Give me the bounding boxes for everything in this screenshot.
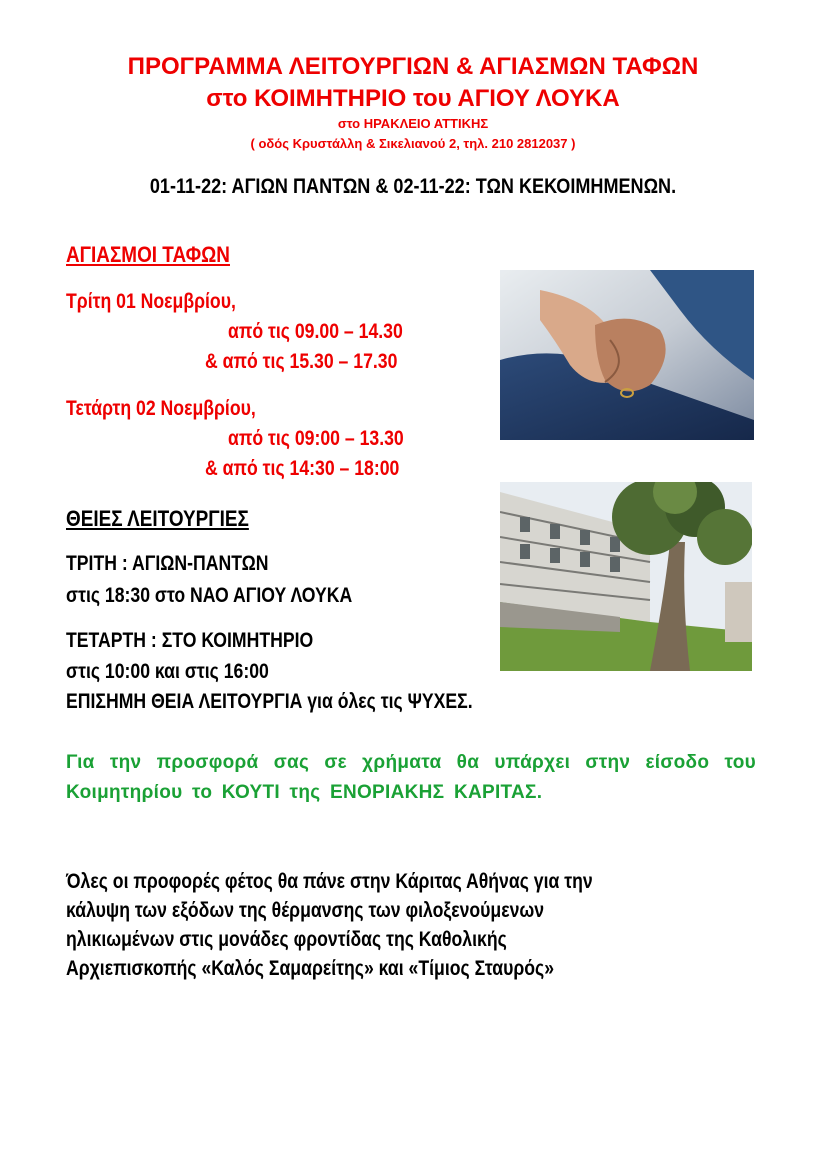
address-text: ( οδός Κρυστάλλη & Σικελιανού 2, τηλ. 210 2812037 ) <box>250 136 576 151</box>
blessings-tuesday-day: Τρίτη 01 Νοεμβρίου, <box>66 290 236 313</box>
location-text: στο ΗΡΑΚΛΕΙΟ ΑΤΤΙΚΗΣ <box>337 116 489 131</box>
page-subtitle: στο ΚΟΙΜΗΤΗΡΙΟ του ΑΓΙΟΥ ΛΟΥΚΑ <box>206 85 620 112</box>
closing-line4: Αρχιεπισκοπής «Καλός Σαμαρείτης» και «Τίμιος Σταυρός» <box>66 957 555 980</box>
liturgy-wednesday-line1: ΤΕΤΑΡΤΗ : ΣΤΟ ΚΟΙΜΗΤΗΡΙΟ <box>66 629 314 652</box>
offering-note: Για την προσφορά σας σε χρήματα θα υπάρχει στην είσοδο του Κοιμητηρίου το ΚΟΥΤΙ της ΕΝΟΡΙΑΚΗΣ ΚΑΡΙΤΑΣ. <box>66 752 756 803</box>
liturgies-heading: ΘΕΙΕΣ ΛΕΙΤΟΥΡΓΙΕΣ <box>66 506 249 531</box>
blessings-heading: ΑΓΙΑΣΜΟΙ ΤΑΦΩΝ <box>66 242 230 267</box>
blessings-wednesday-slot2: & από τις 14:30 – 18:00 <box>205 457 400 480</box>
page-title: ΠΡΟΓΡΑΜΜΑ ΛΕΙΤΟΥΡΓΙΩΝ & ΑΓΙΑΣΜΩΝ ΤΑΦΩΝ <box>127 53 699 80</box>
closing-line3: ηλικιωμένων στις μονάδες φροντίδας της Καθολικής <box>66 928 507 951</box>
hands-photo <box>500 270 754 440</box>
blessings-wednesday-slot1: από τις 09:00 – 13.30 <box>228 427 404 450</box>
liturgy-wednesday-line3: ΕΠΙΣΗΜΗ ΘΕΙΑ ΛΕΙΤΟΥΡΓΙΑ για όλες τις ΨΥΧΕΣ. <box>66 690 473 713</box>
blessings-tuesday-slot1: από τις 09.00 – 14.30 <box>228 320 403 343</box>
building-photo <box>500 482 752 671</box>
closing-line2: κάλυψη των εξόδων της θέρμανσης των φιλοξενούμενων <box>66 899 545 922</box>
dates-line: 01-11-22: ΑΓΙΩΝ ΠΑΝΤΩΝ & 02-11-22: ΤΩΝ ΚΕΚΟΙΜΗΜΕΝΩΝ. <box>149 175 677 198</box>
liturgy-tuesday-line1: ΤΡΙΤΗ : ΑΓΙΩΝ-ΠΑΝΤΩΝ <box>66 552 269 575</box>
closing-line1: Όλες οι προφορές φέτος θα πάνε στην Κάριτας Αθήνας για την <box>66 870 593 893</box>
liturgy-tuesday-line2: στις 18:30 στο ΝΑΟ ΑΓΙΟΥ ΛΟΥΚΑ <box>66 584 353 607</box>
liturgy-wednesday-line2: στις 10:00 και στις 16:00 <box>66 660 269 683</box>
blessings-wednesday-day: Τετάρτη 02 Νοεμβρίου, <box>66 397 256 420</box>
blessings-tuesday-slot2: & από τις 15.30 – 17.30 <box>205 350 398 373</box>
